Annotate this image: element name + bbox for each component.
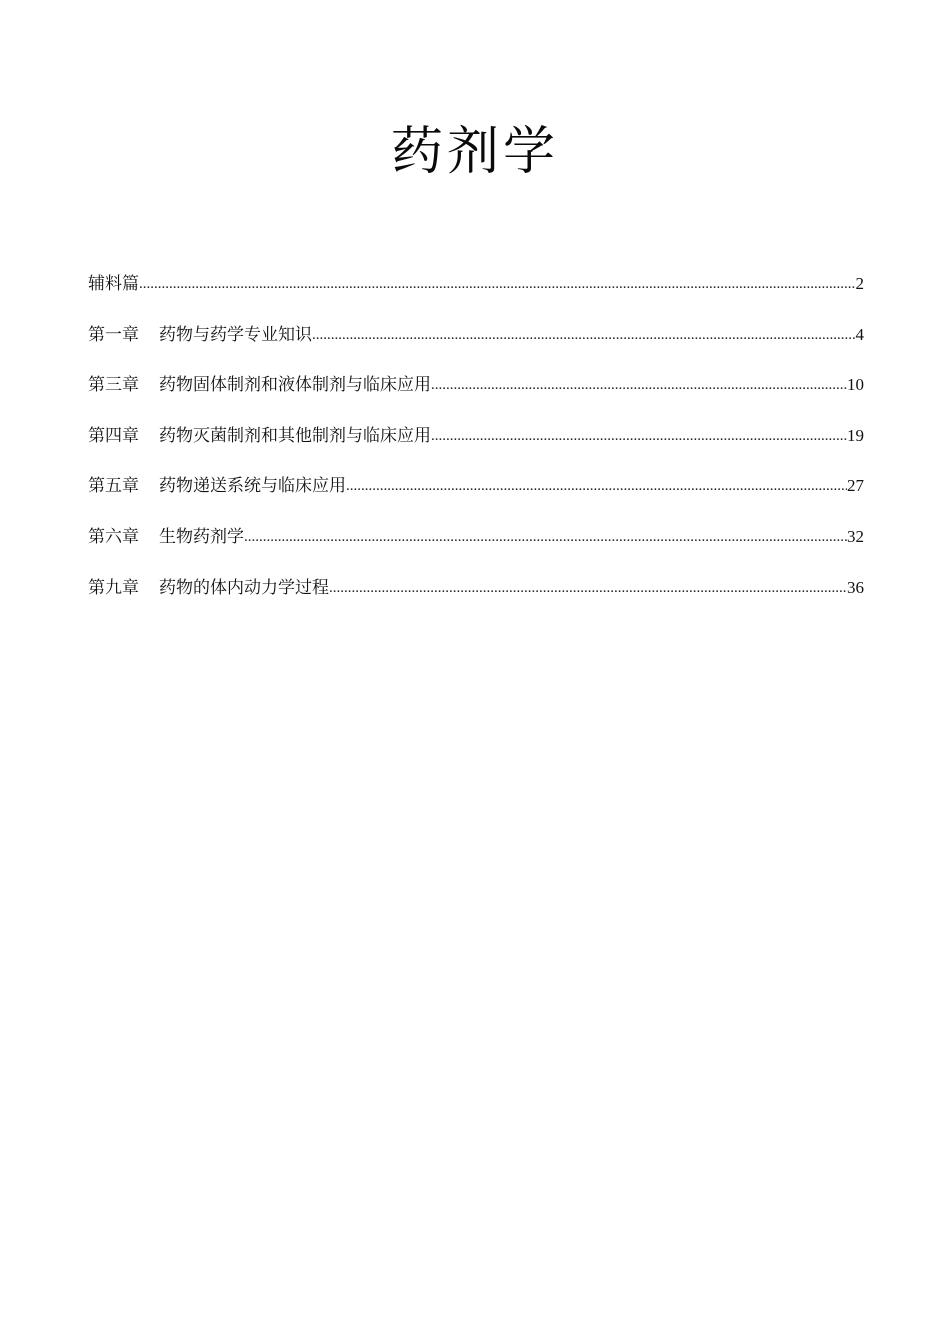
- toc-dot-leader: [312, 323, 856, 347]
- toc-page-number: 27: [847, 476, 864, 496]
- document-title: 药剂学: [390, 121, 559, 182]
- toc-dot-leader: [244, 525, 847, 549]
- toc-chapter-label: 第四章: [88, 425, 139, 445]
- toc-entry-title: 药物与药学专业知识: [159, 324, 312, 344]
- toc-chapter-label: 第六章: [88, 526, 139, 546]
- toc-chapter-label: 第三章: [88, 375, 139, 395]
- toc-chapter-label: 辅料篇: [88, 274, 139, 293]
- toc-entry-title: 药物固体制剂和液体制剂与临床应用: [159, 375, 431, 395]
- toc-page-number: 19: [847, 425, 864, 445]
- toc-dot-leader: [431, 373, 847, 397]
- toc-chapter-label: 第五章: [88, 476, 139, 496]
- toc-chapter-label: 第九章: [88, 577, 139, 597]
- toc-dot-leader: [346, 474, 847, 498]
- toc-page-number: 36: [847, 577, 864, 597]
- toc-entry-title: 药物灭菌制剂和其他制剂与临床应用: [159, 425, 431, 445]
- toc-entry-chapter-4[interactable]: [88, 422, 864, 450]
- toc-entry-chapter-1[interactable]: [88, 321, 864, 349]
- toc-page-number: 32: [847, 526, 864, 546]
- toc-entry-auxiliary[interactable]: [88, 270, 864, 298]
- toc-entry-title: 生物药剂学: [159, 526, 244, 546]
- toc-dot-leader: [139, 272, 856, 296]
- toc-page-number: 4: [855, 324, 864, 344]
- toc-entry-title: 药物递送系统与临床应用: [159, 476, 346, 496]
- toc-page-number: 10: [847, 375, 864, 395]
- toc-entry-chapter-6[interactable]: [88, 523, 864, 551]
- toc-page-number: 2: [855, 274, 864, 293]
- table-of-contents: [88, 270, 864, 624]
- toc-dot-leader: [329, 576, 847, 600]
- toc-entry-title: 药物的体内动力学过程: [159, 577, 329, 597]
- toc-chapter-label: 第一章: [88, 324, 139, 344]
- toc-dot-leader: [431, 424, 847, 448]
- toc-entry-chapter-3[interactable]: [88, 371, 864, 399]
- toc-entry-chapter-5[interactable]: [88, 472, 864, 500]
- toc-entry-chapter-9[interactable]: [88, 574, 864, 602]
